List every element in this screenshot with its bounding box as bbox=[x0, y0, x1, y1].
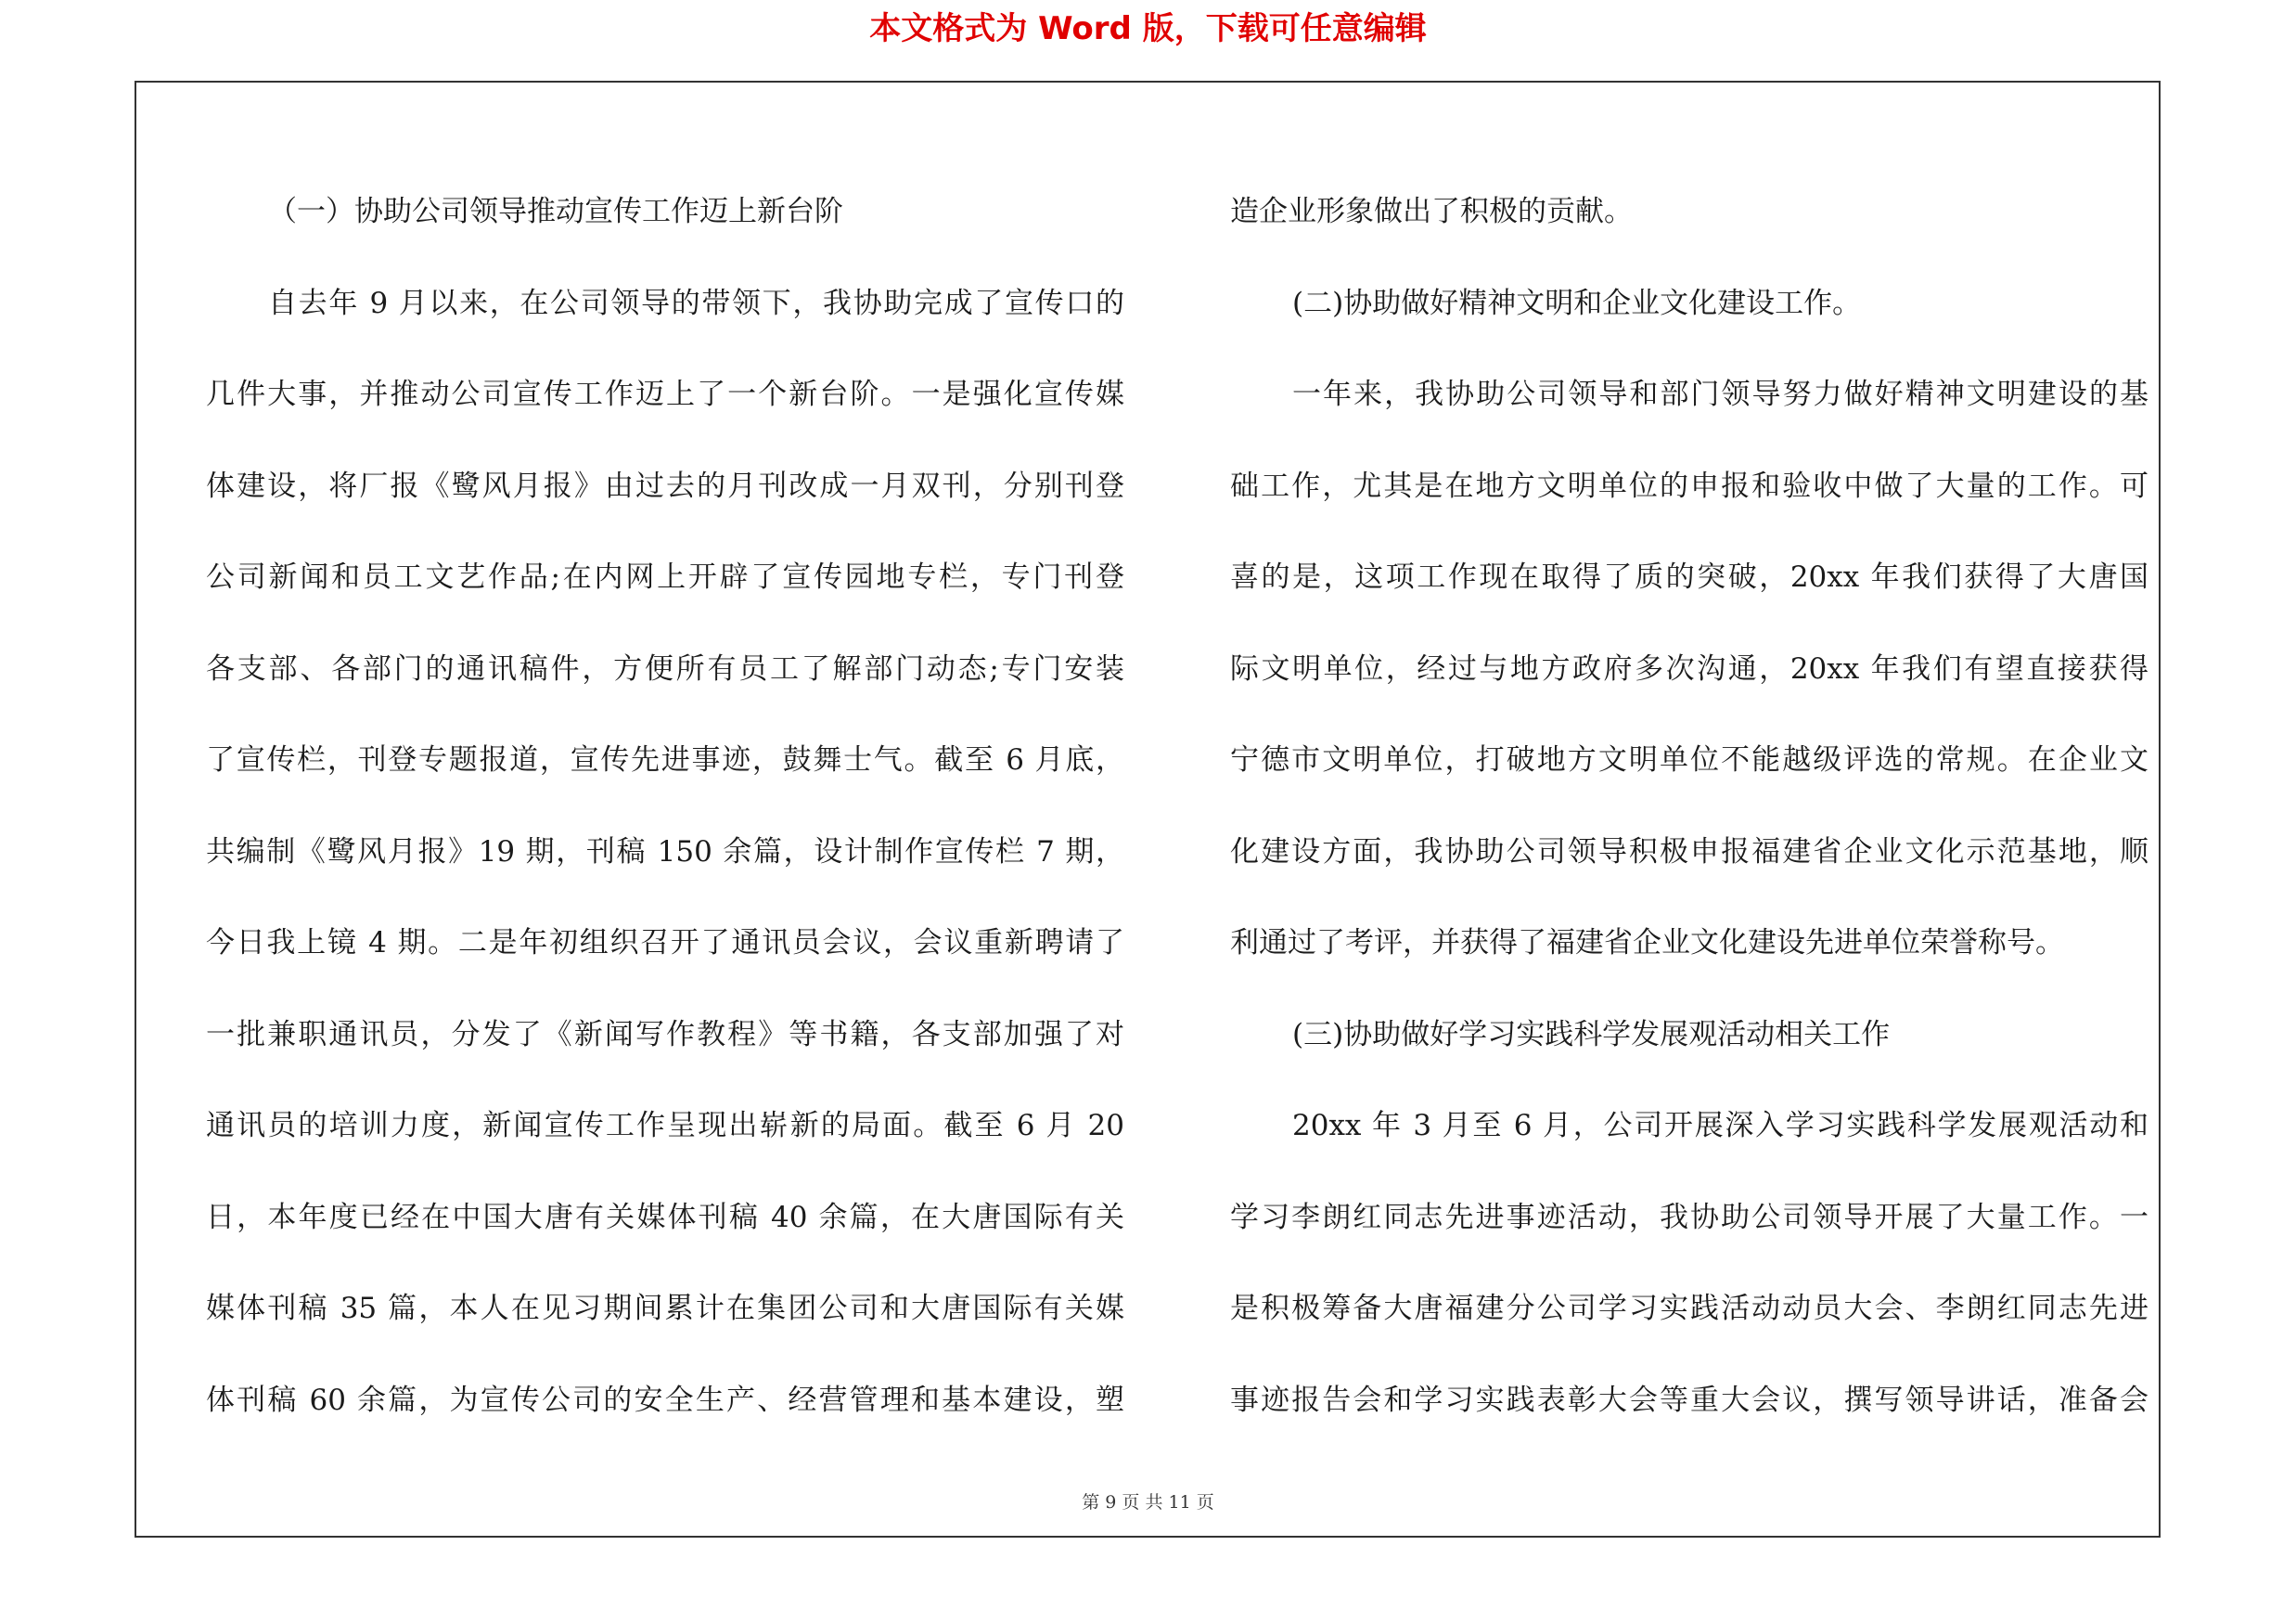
text-line: 共编制《鹭风月报》19 期，刊稿 150 余篇，设计制作宣传栏 7 期， bbox=[206, 834, 1124, 869]
text-line: 20xx 年 3 月至 6 月，公司开展深入学习实践科学发展观活动和 bbox=[1292, 1109, 2148, 1142]
section-heading-3: (三)协助做好学习实践科学发展观活动相关工作 bbox=[1292, 1017, 1891, 1051]
text-line: 学习李朗红同志先进事迹活动，我协助公司领导开展了大量工作。一 bbox=[1230, 1200, 2148, 1234]
text-line: 础工作，尤其是在地方文明单位的申报和验收中做了大量的工作。可 bbox=[1230, 469, 2148, 503]
text-line: 宁德市文明单位，打破地方文明单位不能越级评选的常规。在企业文 bbox=[1230, 743, 2148, 777]
text-line: 际文明单位，经过与地方政府多次沟通，20xx 年我们有望直接获得 bbox=[1230, 651, 2148, 686]
text-line: 一批兼职通讯员，分发了《新闻写作教程》等书籍，各支部加强了对 bbox=[206, 1017, 1124, 1051]
text-line: 各支部、各部门的通讯稿件，方便所有员工了解部门动态;专门安装 bbox=[206, 651, 1124, 686]
text-line: 媒体刊稿 35 篇，本人在见习期间累计在集团公司和大唐国际有关媒 bbox=[206, 1292, 1124, 1325]
text-line: 几件大事，并推动公司宣传工作迈上了一个新台阶。一是强化宣传媒 bbox=[206, 378, 1124, 411]
section-heading-2: (二)协助做好精神文明和企业文化建设工作。 bbox=[1292, 286, 1862, 320]
text-line: 造企业形象做出了积极的贡献。 bbox=[1230, 195, 1633, 228]
text-line: 喜的是，这项工作现在取得了质的突破，20xx 年我们获得了大唐国 bbox=[1230, 560, 2148, 594]
section-heading-1: （一）协助公司领导推动宣传工作迈上新台阶 bbox=[268, 195, 843, 228]
text-line: 化建设方面，我协助公司领导积极申报福建省企业文化示范基地，顺 bbox=[1230, 834, 2148, 869]
text-line: 自去年 9 月以来，在公司领导的带领下，我协助完成了宣传口的 bbox=[268, 286, 1124, 320]
word-format-banner: 本文格式为 Word 版，下载可任意编辑 bbox=[869, 10, 1427, 47]
text-line: 通讯员的培训力度，新闻宣传工作呈现出崭新的局面。截至 6 月 20 bbox=[206, 1109, 1124, 1142]
text-line: 体刊稿 60 余篇，为宣传公司的安全生产、经营管理和基本建设，塑 bbox=[206, 1383, 1124, 1417]
text-line: 日，本年度已经在中国大唐有关媒体刊稿 40 余篇，在大唐国际有关 bbox=[206, 1200, 1124, 1234]
text-line: 事迹报告会和学习实践表彰大会等重大会议，撰写领导讲话，准备会 bbox=[1230, 1383, 2148, 1417]
text-line: 利通过了考评，并获得了福建省企业文化建设先进单位荣誉称号。 bbox=[1230, 926, 2064, 960]
page-number-footer: 第 9 页 共 11 页 bbox=[1082, 1492, 1214, 1513]
text-line: 公司新闻和员工文艺作品;在内网上开辟了宣传园地专栏，专门刊登 bbox=[206, 560, 1124, 594]
text-line: 是积极筹备大唐福建分公司学习实践活动动员大会、李朗红同志先进 bbox=[1230, 1292, 2148, 1325]
right-column bbox=[1230, 184, 2148, 1463]
text-line: 一年来，我协助公司领导和部门领导努力做好精神文明建设的基 bbox=[1292, 378, 2148, 411]
text-line: 今日我上镜 4 期。二是年初组织召开了通讯员会议，会议重新聘请了 bbox=[206, 926, 1124, 960]
text-line: 了宣传栏，刊登专题报道，宣传先进事迹，鼓舞士气。截至 6 月底， bbox=[206, 743, 1124, 777]
text-line: 体建设，将厂报《鹭风月报》由过去的月刊改成一月双刊，分别刊登 bbox=[206, 469, 1124, 503]
left-column bbox=[206, 184, 1124, 1463]
